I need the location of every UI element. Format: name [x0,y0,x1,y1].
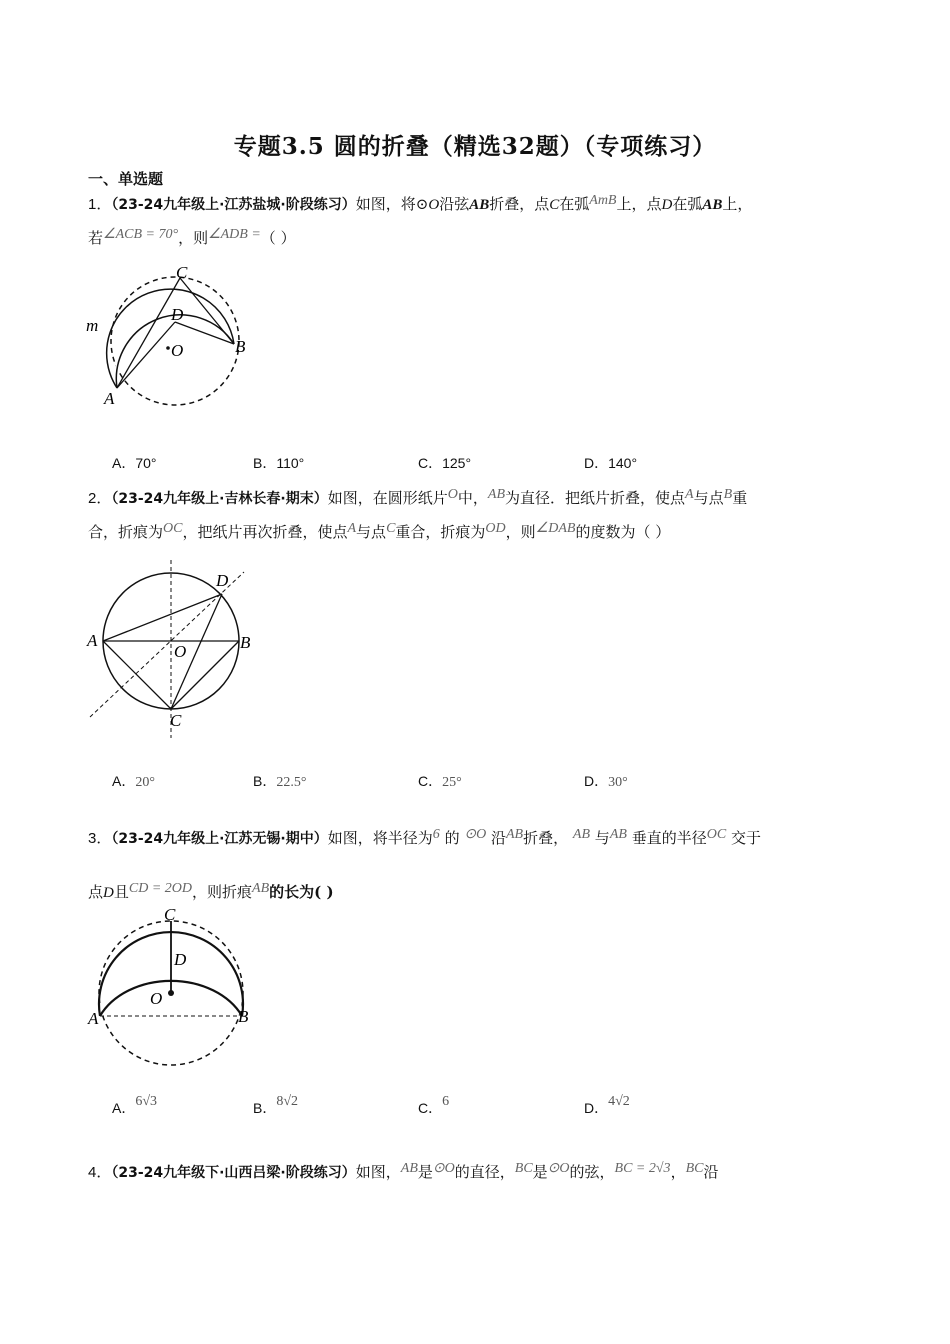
text: 沿 [490,829,506,847]
q3-option-c[interactable] [418,1094,450,1118]
question-source: （23-24九年级上·江苏盐城·阶段练习） [111,197,356,213]
q2-option-c[interactable] [418,771,462,791]
math: O [447,487,458,502]
label-A: A [104,389,115,408]
text: 如图， [355,1163,401,1181]
text: 上，点 [616,195,662,213]
option-value: 6√3 [135,1094,158,1109]
text: 的直径， [454,1163,515,1181]
option-value: 30° [608,775,628,790]
text: ，把纸片再次折叠，使点 [182,523,348,541]
q3-option-d[interactable] [584,1094,630,1118]
label-O: O [150,989,163,1008]
text: 垂直的半径 [631,829,707,847]
text: 合，折痕为 [88,523,164,541]
label-B: B [240,633,251,652]
question-number: 2． [88,490,112,507]
text: 与点 [356,523,387,541]
option-letter: B． [253,773,277,789]
text: 沿 [703,1163,719,1181]
text: 如图，在圆形纸片 [327,489,448,507]
math: BC [685,1161,704,1176]
label-O: O [171,341,184,360]
math: ∠ACB = 70° [103,227,179,242]
math: A [347,521,357,536]
text: ，则折痕 [192,883,253,901]
math: BC [514,1161,533,1176]
center-point [168,990,174,996]
math: 6 [432,827,440,842]
text: 是 [532,1163,548,1181]
math: AB [487,487,506,502]
question-1-line-2 [88,222,868,256]
math: AB [702,197,723,213]
math: B [723,487,733,502]
math: ⊙O [432,1161,455,1176]
label-C: C [176,263,188,282]
q2-option-b[interactable] [253,771,306,791]
question-source: （23-24九年级上·江苏无锡·期中） [111,831,328,847]
math: AB [252,881,270,896]
label-A: A [87,631,98,650]
label-D: D [216,571,229,590]
page-title: 专题3.5 圆的折叠（精选32题）（专项练习） [233,133,717,160]
question-3-figure [82,900,262,1068]
q3-option-b[interactable] [253,1094,299,1118]
text: 上， [722,195,753,213]
math: D [103,885,114,901]
text: ，则 [505,523,536,541]
label-A: A [88,1009,99,1028]
q3-option-a[interactable] [112,1094,158,1118]
math: AB [572,827,591,842]
math: AB [469,197,490,213]
option-value: 6 [442,1094,450,1109]
math: OC [163,521,183,536]
question-number: 3． [88,830,112,847]
text: 交于 [730,829,761,847]
label-D: D [174,950,187,969]
label-D: D [171,305,184,324]
label-m: m [86,316,99,335]
option-letter: B． [253,1100,277,1116]
text: 重合，折痕为 [395,523,486,541]
question-1 [88,188,868,256]
text: 在弧 [672,195,703,213]
text: 折叠，点 [489,195,550,213]
text: 沿弦 [439,195,470,213]
option-letter: C． [418,773,443,789]
option-letter: A． [112,1100,136,1116]
question-1-figure [82,258,262,418]
math: AB [506,827,524,842]
label-C: C [164,905,176,924]
math: O [428,197,440,213]
question-2-line-1 [88,482,868,516]
math: CD = 2OD [128,881,192,896]
center-point [166,346,170,350]
q2-option-d[interactable] [584,771,628,791]
text: 如图，将半径为 [327,829,433,847]
option-value: 25° [442,775,462,790]
text: ，则 [178,229,209,247]
math: ⊙O [464,827,487,842]
math: A [685,487,694,502]
text: 在弧 [559,195,590,213]
section-heading: 一、单选题 [88,170,164,188]
segment-AC [117,278,180,388]
question-4-line-1 [88,1156,878,1190]
label-B: B [238,1007,249,1026]
text: 的 [444,829,460,847]
text: 中， [457,489,488,507]
text: 的度数为（ ） [575,523,671,541]
question-3-line-1 [88,812,868,866]
text: （ ） [260,229,296,247]
math: ∠ADB = [208,227,261,242]
option-value: 20° [135,775,155,790]
question-number: 1． [88,196,112,213]
segment-AC [103,641,171,709]
q1-option-b[interactable]: B．110° [253,455,305,471]
q1-option-d[interactable]: D．140° [584,455,638,471]
text: 与点 [693,489,724,507]
math: ∠DAB [535,521,576,536]
option-letter: D． [584,773,609,789]
text: 为直径．把纸片折叠，使点 [505,489,686,507]
text: 的长为( ) [269,883,334,901]
segment-AD [117,322,175,388]
question-source: （23-24九年级下·山西吕梁·阶段练习） [111,1165,356,1181]
math: D [661,197,673,213]
option-value: 4√2 [608,1094,630,1109]
label-O: O [174,642,187,661]
text: ， [670,1163,686,1181]
text: 若 [88,229,104,247]
math: AB [400,1161,418,1176]
option-letter: D． [584,1100,609,1116]
question-2-figure [82,560,262,745]
question-source: （23-24九年级上·吉林长春·期末） [111,491,328,507]
text: 点 [88,883,104,901]
math: C [386,521,396,536]
text: 与 [594,829,610,847]
math: AB [609,827,627,842]
question-2 [88,482,868,550]
text: 且 [113,883,129,901]
question-4 [88,1156,878,1190]
text: 折叠， [523,829,569,847]
label-B: B [235,337,246,356]
q1-option-c[interactable]: C．125° [418,455,472,471]
q2-option-a[interactable] [112,771,155,791]
question-number: 4． [88,1164,112,1181]
option-value: 8√2 [276,1094,299,1109]
question-1-line-1 [88,188,868,222]
math: ⊙O [547,1161,570,1176]
option-letter: A． [112,773,136,789]
option-value: 22.5° [276,775,307,790]
math: OD [485,521,506,536]
text: 如图，将⊙ [355,195,429,213]
text: 是 [417,1163,433,1181]
q1-option-a[interactable]: A．70° [112,455,157,471]
math: BC = 2√3 [614,1161,671,1176]
math: OC [706,827,727,842]
math: C [549,197,560,213]
question-2-line-2 [88,516,868,550]
text: 重 [732,489,748,507]
option-letter: C． [418,1100,443,1116]
math: AmB [589,193,617,208]
label-C: C [170,711,182,730]
text: 的弦， [569,1163,615,1181]
